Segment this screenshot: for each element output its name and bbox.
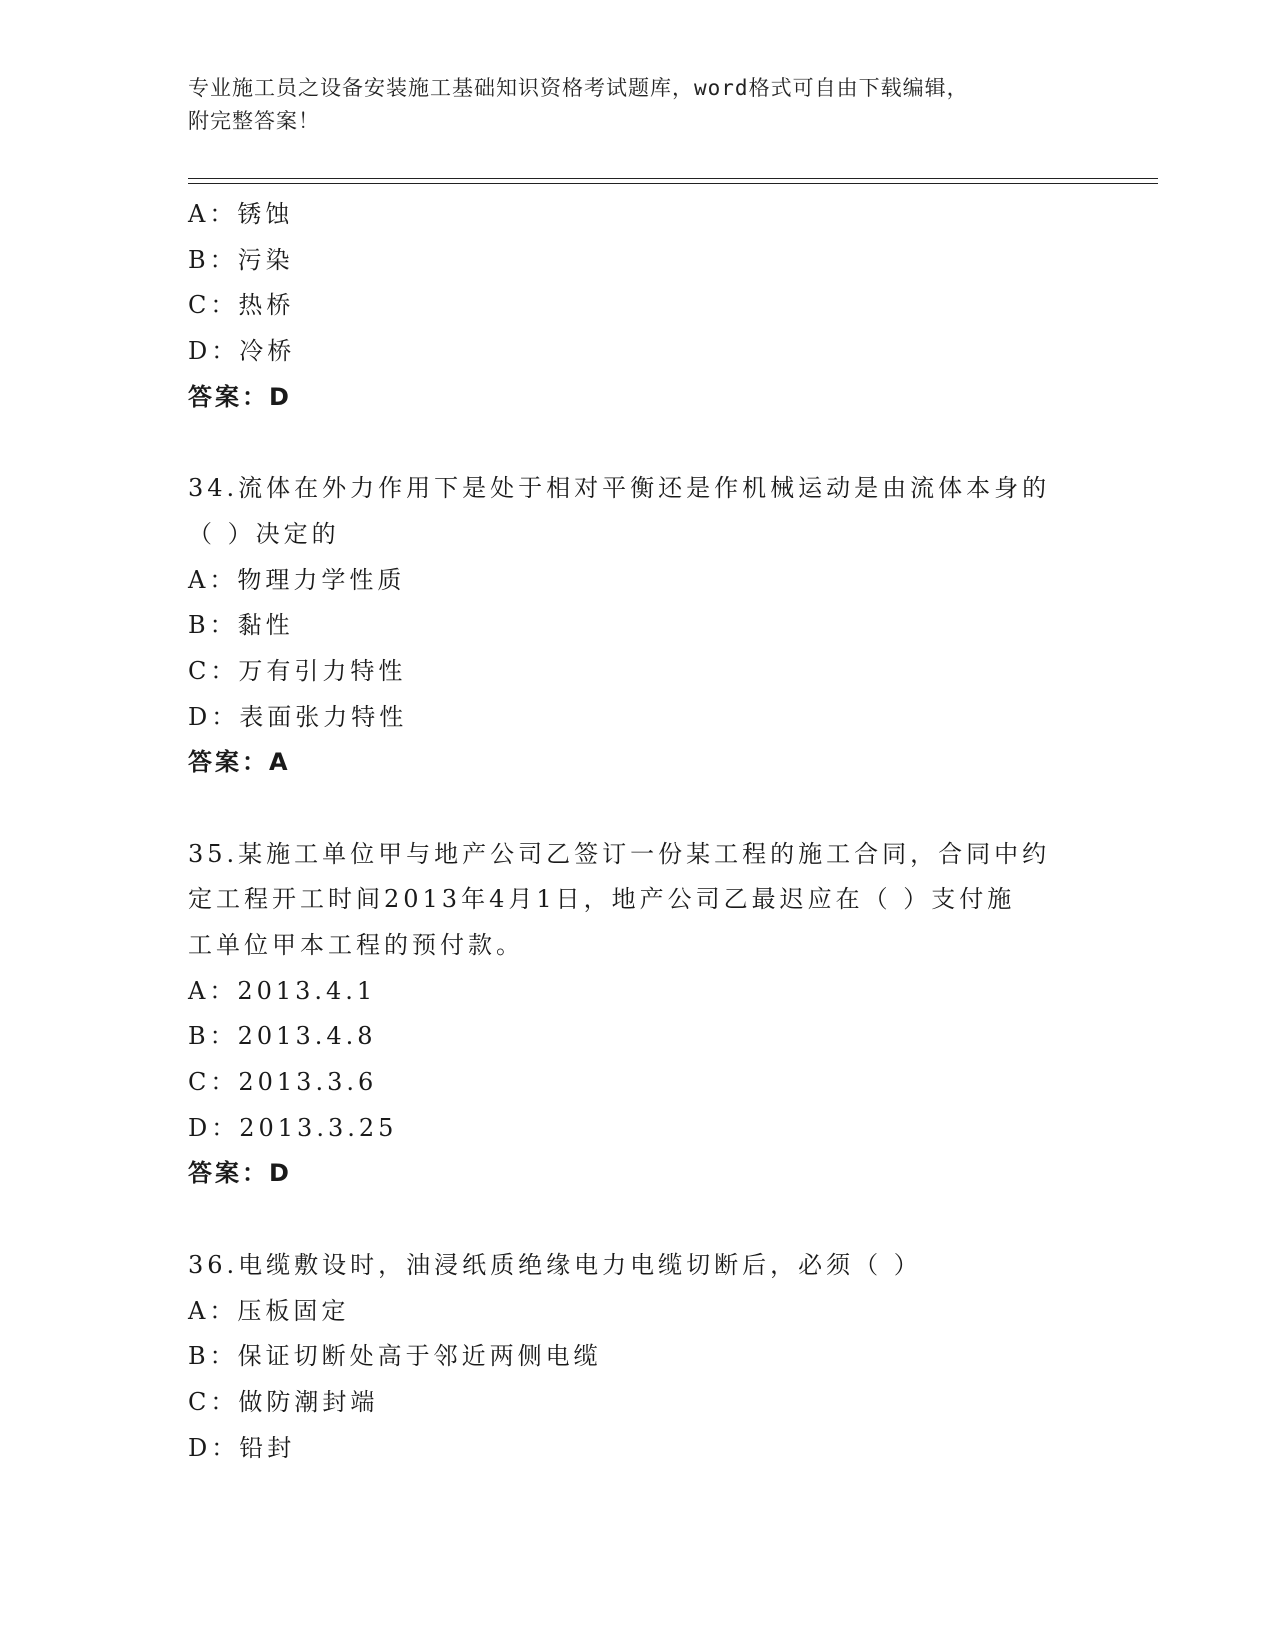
- q34-option-b: B：黏性: [188, 611, 294, 640]
- q35-stem-line-1: 35.某施工单位甲与地产公司乙签订一份某工程的施工合同，合同中约: [188, 839, 1051, 868]
- q35-option-a: A：2013.4.1: [188, 976, 377, 1005]
- q33-option-d: D：冷桥: [188, 337, 296, 366]
- q34-answer: 答案：A: [188, 748, 291, 777]
- header-divider-bottom: [188, 183, 1158, 184]
- q33-option-a: A：锈蚀: [188, 200, 294, 228]
- q35-option-c: C：2013.3.6: [188, 1068, 378, 1097]
- q35-option-b: B：2013.4.8: [188, 1022, 377, 1051]
- q34-option-c: C：万有引力特性: [188, 656, 407, 685]
- q33-option-c: C：热桥: [188, 291, 295, 320]
- q35-answer: 答案：D: [188, 1159, 292, 1188]
- q36-stem-line-1: 36.电缆敷设时，油浸纸质绝缘电力电缆切断后，必须（ ）: [188, 1250, 922, 1279]
- q33-answer: 答案：D: [188, 382, 292, 411]
- q35-option-d: D：2013.3.25: [188, 1113, 398, 1142]
- document-header: [188, 72, 1088, 138]
- q34-stem-line-2: （ ）决定的: [188, 519, 340, 548]
- q34-option-d: D：表面张力特性: [188, 702, 408, 731]
- q33-option-b: B：污染: [188, 245, 294, 274]
- q34-option-a: A：物理力学性质: [188, 565, 406, 594]
- header-line-1: 专业施工员之设备安装施工基础知识资格考试题库，word格式可自由下载编辑，: [188, 76, 969, 100]
- q36-option-c: C：做防潮封端: [188, 1387, 379, 1416]
- question-list: [188, 192, 1088, 1471]
- q36-option-d: D：铅封: [188, 1433, 296, 1462]
- q36-option-b: B：保证切断处高于邻近两侧电缆: [188, 1342, 602, 1371]
- q36-option-a: A：压板固定: [188, 1296, 350, 1325]
- q35-stem-line-2: 定工程开工时间2013年4月1日，地产公司乙最迟应在（ ）支付施: [188, 885, 1016, 914]
- header-divider-top: [188, 178, 1158, 179]
- q35-stem-line-3: 工单位甲本工程的预付款。: [188, 931, 524, 959]
- q34-stem-line-1: 34.流体在外力作用下是处于相对平衡还是作机械运动是由流体本身的: [188, 474, 1051, 503]
- header-line-2: 附完整答案！: [188, 109, 320, 133]
